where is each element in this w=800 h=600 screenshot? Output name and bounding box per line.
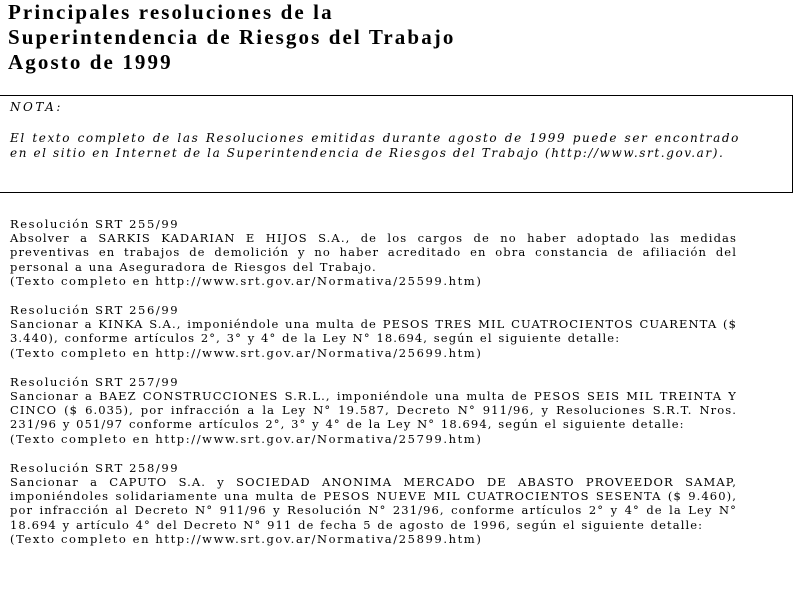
resolution-link: (Texto completo en http://www.srt.gov.ar/Normativa/25899.htm) xyxy=(10,531,483,546)
resolution-title: Resolución SRT 258/99 xyxy=(10,460,180,475)
resolution-item xyxy=(10,217,737,288)
resolution-item xyxy=(10,375,737,446)
resolution-item xyxy=(10,303,737,360)
resolution-body: Sancionar a BAEZ CONSTRUCCIONES S.R.L., imponiéndole una multa de PESOS SEIS MIL TREINTA Y CINCO ($ 6.035), por infracción a la Ley N° 19.587, Decreto N° 911/96, y Resoluciones S.R.T. Nros. 231/96 y 051/97 conforme artículos 2°, 3° y 4° de la Ley N° 18.694, según el siguiente detalle: xyxy=(10,389,737,432)
note-text: El texto completo de las Resoluciones emitidas durante agosto de 1999 puede ser encontrado en el sitio en Internet de la Superintendencia de Riesgos del Trabajo (http://www.srt.gov.ar). xyxy=(10,131,740,160)
resolution-link: (Texto completo en http://www.srt.gov.ar/Normativa/25699.htm) xyxy=(10,345,483,360)
resolution-title: Resolución SRT 257/99 xyxy=(10,374,180,389)
resolution-item xyxy=(10,461,737,546)
resolution-link: (Texto completo en http://www.srt.gov.ar/Normativa/25599.htm) xyxy=(10,273,483,288)
note-label: NOTA: xyxy=(10,100,63,114)
resolution-body: Sancionar a KINKA S.A., imponiéndole una multa de PESOS TRES MIL CUATROCIENTOS CUARENTA ($ 3.440), conforme artículos 2°, 3° y 4° de la Ley N° 18.694, según el siguiente detalle: xyxy=(10,317,737,346)
resolution-link: (Texto completo en http://www.srt.gov.ar/Normativa/25799.htm) xyxy=(10,431,483,446)
note-box xyxy=(0,95,793,193)
resolution-body: Absolver a SARKIS KADARIAN E HIJOS S.A., de los cargos de no haber adoptado las medidas preventivas en trabajos de demolición y no haber acreditado en obra constancia de afiliación del personal a una Aseguradora de Riesgos del Trabajo. xyxy=(10,231,737,274)
title-line: Agosto de 1999 xyxy=(8,50,173,74)
resolution-body: Sancionar a CAPUTO S.A. y SOCIEDAD ANONIMA MERCADO DE ABASTO PROVEEDOR SAMAP, imponiéndoles solidariamente una multa de PESOS NUEVE MIL CUATROCIENTOS SESENTA ($ 9.460), por infracción al Decreto N° 911/96 y Resolución N° 231/96, conforme artículos 2° y 4° de la Ley N° 18.694 y artículo 4° del Decreto N° 911 de fecha 5 de agosto de 1996, según el siguiente detalle: xyxy=(10,475,737,532)
resolution-title: Resolución SRT 256/99 xyxy=(10,303,180,318)
title-line: Superintendencia de Riesgos del Trabajo xyxy=(8,25,456,49)
title-line: Principales resoluciones de la xyxy=(8,0,334,24)
resolution-title: Resolución SRT 255/99 xyxy=(10,217,180,231)
page-title xyxy=(8,0,788,75)
resolutions-list xyxy=(10,217,737,561)
